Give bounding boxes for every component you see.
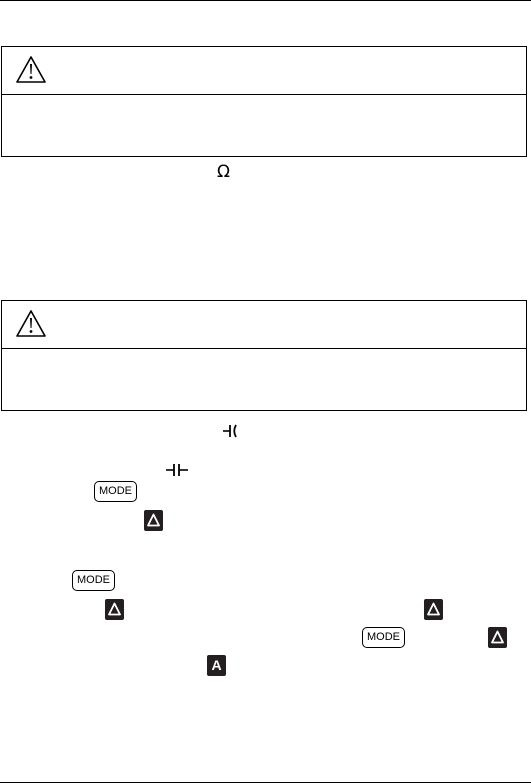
- delta-key-icon: [488, 627, 507, 648]
- warning-icon: [15, 55, 47, 85]
- mode-key-icon: MODE: [94, 481, 137, 502]
- bottom-rule: [0, 782, 531, 783]
- capacitor-icon: [164, 462, 190, 478]
- a-key-icon: [207, 655, 226, 676]
- delta-key-icon: [424, 599, 443, 620]
- ohm-symbol: Ω: [217, 162, 230, 182]
- warning-header: [2, 301, 526, 349]
- top-rule: [0, 0, 531, 1]
- warning-icon: [15, 309, 47, 339]
- a-key-label: A: [211, 657, 222, 673]
- capacitance-icon: [221, 423, 241, 439]
- warning-header: [2, 47, 526, 95]
- warning-box: [1, 300, 527, 411]
- mode-key-icon: MODE: [362, 627, 405, 648]
- mode-key-icon: MODE: [72, 570, 115, 591]
- warning-box: [1, 46, 527, 157]
- delta-key-icon: [105, 599, 124, 620]
- delta-key-icon: [144, 510, 163, 531]
